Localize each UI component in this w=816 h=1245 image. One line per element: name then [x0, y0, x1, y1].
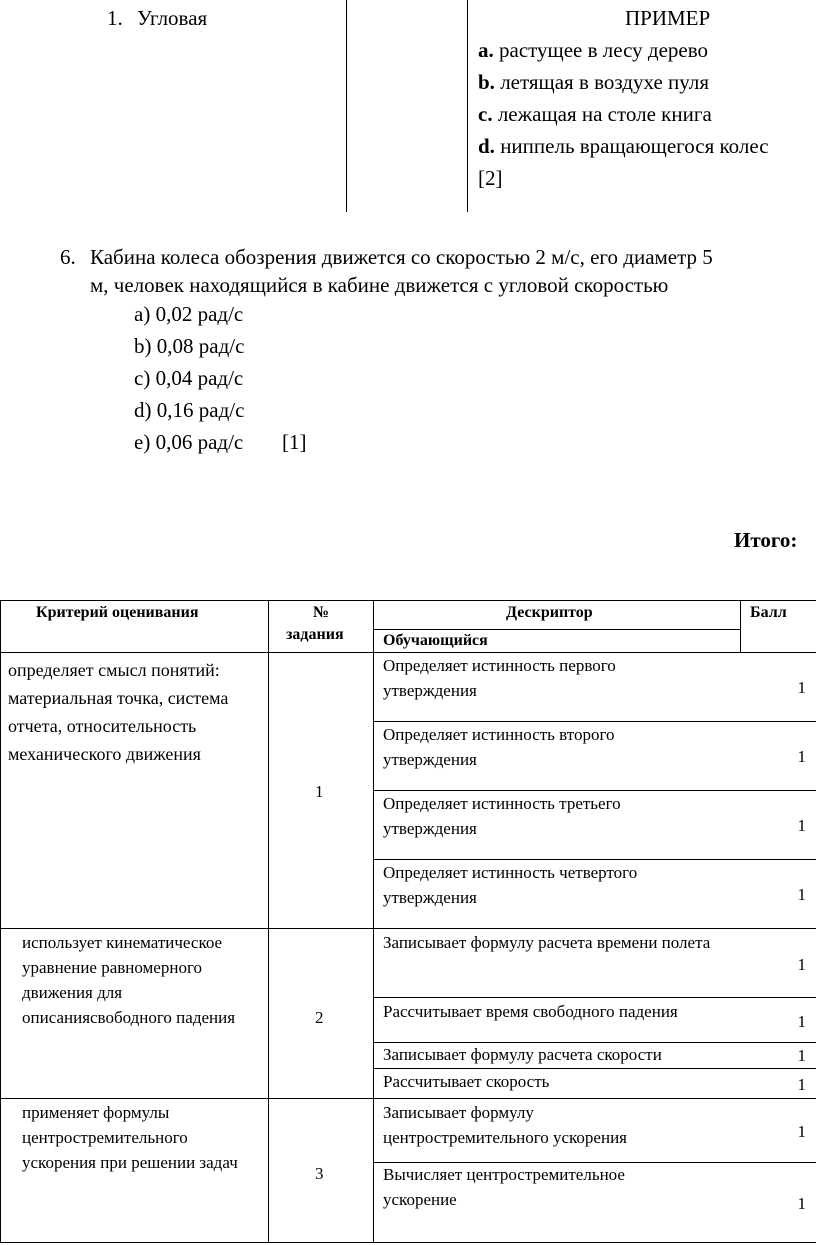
score-3-1: 1 — [797, 1122, 806, 1141]
header-descriptor: Дескриптор — [506, 604, 593, 621]
descriptor-3-1: Записывает формулу центростремительного ускорения — [383, 1103, 627, 1147]
descriptor-2-2: Рассчитывает время свободного падения — [383, 1002, 678, 1021]
header-descriptor-sub: Обучающийся — [383, 632, 488, 649]
top-points: [2] — [478, 166, 503, 190]
criterion-1: определяет смысл понятий: материальная точка, система отчета, относительность механического движения — [8, 660, 229, 764]
example-d: d. ниппель вращающегося колес — [478, 134, 769, 158]
option-e: e) 0,06 рад/с — [134, 430, 244, 454]
header-score: Балл — [750, 604, 787, 621]
example-a: a. растущее в лесу дерево — [478, 38, 708, 62]
descriptor-1-4: Определяет истинность четвертого утверждения — [383, 863, 638, 907]
option-b: b) 0,08 рад/с — [134, 334, 245, 358]
score-1-1: 1 — [797, 678, 806, 697]
score-2-2: 1 — [797, 1012, 806, 1031]
descriptor-1-3: Определяет истинность третьего утверждения — [383, 794, 621, 838]
task-2: 2 — [315, 1008, 324, 1027]
top-table-divider-1 — [346, 0, 347, 212]
header-task-label: задания — [286, 626, 344, 643]
descriptor-2-4: Рассчитывает скорость — [383, 1072, 550, 1091]
option-c: c) 0,04 рад/с — [134, 366, 244, 390]
descriptor-1-1: Определяет истинность первого утверждения — [383, 656, 616, 700]
criterion-3: применяет формулы центростремительного ускорения при решении задач — [22, 1103, 238, 1172]
criterion-2: использует кинематическое уравнение равномерного движения для описаниясвободного падения — [22, 933, 236, 1027]
example-header: ПРИМЕР — [625, 6, 711, 30]
score-2-3: 1 — [797, 1046, 806, 1065]
question-points: [1] — [282, 430, 307, 454]
example-c: c. лежащая на столе книга — [478, 102, 712, 126]
item-number: 1. — [107, 6, 123, 30]
score-3-2: 1 — [797, 1194, 806, 1213]
descriptor-2-1: Записывает формулу расчета времени полета — [383, 933, 711, 952]
header-task-no: № — [313, 604, 330, 621]
option-d: d) 0,16 рад/с — [134, 398, 245, 422]
question-number: 6. — [60, 245, 76, 269]
descriptor-2-3: Записывает формулу расчета скорости — [383, 1045, 662, 1064]
task-3: 3 — [315, 1164, 324, 1183]
header-criterion: Критерий оценивания — [36, 604, 199, 621]
example-b: b. летящая в воздухе пуля — [478, 70, 709, 94]
score-2-4: 1 — [797, 1075, 806, 1094]
task-1: 1 — [315, 782, 324, 801]
question-line-2: м, человек находящийся в кабине движется с угловой скоростью — [90, 273, 669, 297]
score-1-3: 1 — [797, 816, 806, 835]
descriptor-3-2: Вычисляет центростремительное ускорение — [383, 1165, 625, 1209]
score-2-1: 1 — [797, 955, 806, 974]
item-label: Угловая — [137, 6, 208, 30]
total-label: Итого: — [734, 528, 798, 552]
score-1-2: 1 — [797, 747, 806, 766]
option-a: a) 0,02 рад/с — [134, 302, 244, 326]
top-table-divider-2 — [467, 0, 468, 212]
question-line-1: Кабина колеса обозрения движется со скоростью 2 м/с, его диаметр 5 — [90, 245, 713, 269]
score-1-4: 1 — [797, 885, 806, 904]
descriptor-1-2: Определяет истинность второго утверждения — [383, 725, 615, 769]
